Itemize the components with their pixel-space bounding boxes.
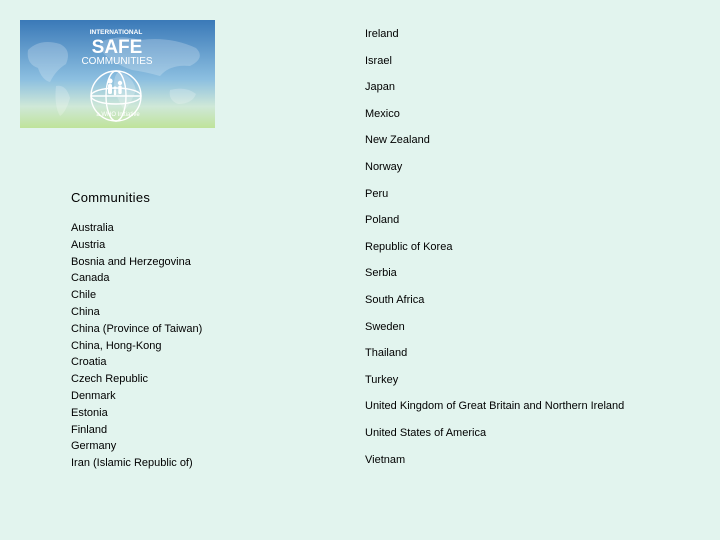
logo-line-communities: COMMUNITIES [81,56,153,67]
country-item: Peru [365,187,389,200]
country-item: Iran (Islamic Republic of) [71,457,193,470]
country-item: Bosnia and Herzegovina [71,255,191,268]
country-item: Austria [71,238,106,251]
country-item: Japan [365,81,395,94]
country-item: Croatia [71,356,107,369]
country-item: Estonia [71,406,108,419]
country-item: Czech Republic [71,373,149,386]
country-item: South Africa [365,293,425,306]
country-item: Ireland [365,28,399,40]
safe-communities-logo [20,20,215,128]
logo-line-safe: SAFE [91,37,143,58]
country-item: Poland [365,214,400,227]
country-item: Sweden [365,320,405,333]
country-item: China (Province of Taiwan) [71,322,203,335]
country-item: Denmark [71,389,116,402]
country-list-left [71,220,202,472]
country-item: Finland [71,423,108,436]
country-item: Germany [71,440,117,453]
country-item: Republic of Korea [365,240,453,253]
logo-tagline: a WHO Initiative [96,112,140,118]
country-item: New Zealand [365,134,430,147]
country-item: Israel [365,54,392,67]
country-item: Vietnam [365,453,406,466]
country-list-right [365,27,624,479]
logo-line-international: INTERNATIONAL [89,29,143,36]
country-item: United States of America [365,426,487,439]
country-item: Thailand [365,347,408,360]
country-item: Serbia [365,267,397,280]
country-item: Chile [71,289,97,302]
country-item: United Kingdom of Great Britain and Northern Ireland [365,400,625,413]
country-item: Canada [71,272,110,285]
country-item: Norway [365,160,403,173]
country-item: Australia [71,222,114,234]
country-item: China, Hong-Kong [71,339,162,352]
section-heading: Communities [71,190,151,205]
country-item: Turkey [365,373,399,386]
country-item: China [71,305,100,318]
country-item: Mexico [365,107,400,120]
